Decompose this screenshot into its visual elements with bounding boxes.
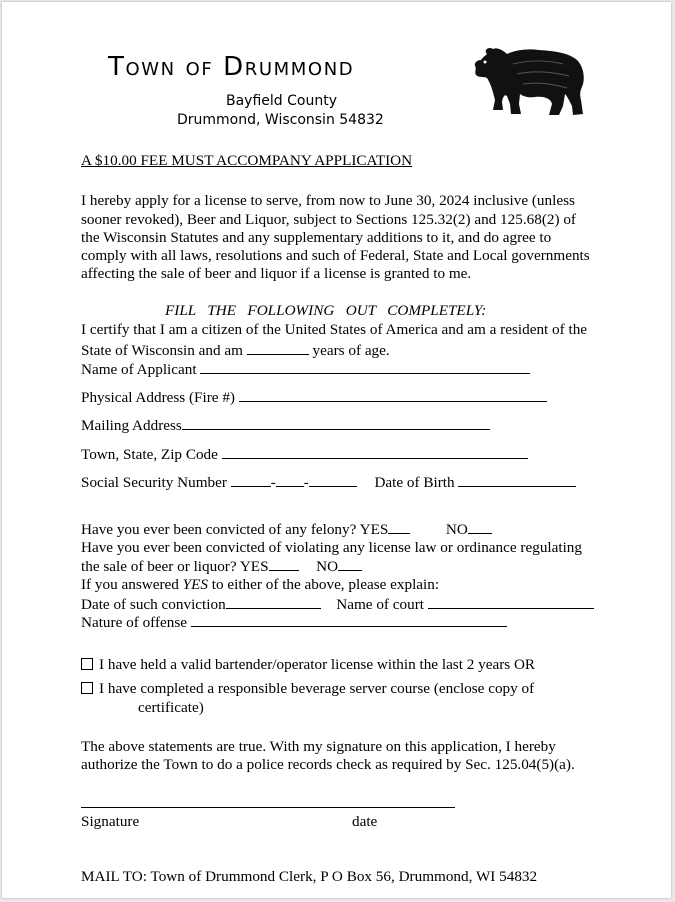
court-label: Name of court — [336, 596, 424, 613]
server-course-checkbox[interactable] — [81, 682, 93, 694]
fill-heading: FILL THE FOLLOWING OUT COMPLETELY: — [165, 302, 487, 319]
application-page — [2, 2, 671, 898]
ssn-dash-1: - — [270, 474, 276, 491]
statement-line-2: authorize the Town to do a police records check as required by Sec. 125.04(5)(a). — [81, 756, 575, 773]
license-question-line-2: the sale of beer or liquor? YES — [81, 558, 269, 575]
nature-field[interactable] — [191, 613, 507, 627]
license-no-label: NO — [316, 558, 339, 575]
mail-to: MAIL TO: Town of Drummond Clerk, P O Box 56, Drummond, WI 54832 — [81, 868, 538, 885]
certify-age-label: State of Wisconsin and am — [81, 342, 243, 359]
license-no-field[interactable] — [338, 557, 362, 571]
license-question-row — [81, 557, 362, 576]
physical-address-label: Physical Address (Fire #) — [81, 389, 235, 406]
license-yes-field[interactable] — [269, 557, 299, 571]
nature-row — [81, 613, 507, 632]
license-question-line-1: Have you ever been convicted of violating any license law or ordinance regulating — [81, 539, 582, 556]
felony-yes-field[interactable] — [388, 520, 410, 534]
intro-line-5: affecting the sale of beer and liquor if a license is granted to me. — [81, 265, 472, 282]
felony-question: Have you ever been convicted of any felony? YES — [81, 521, 389, 538]
mailing-address-row — [81, 416, 490, 435]
server-course-label: I have completed a responsible beverage server course (enclose copy of — [99, 680, 535, 697]
server-course-label-2: certificate) — [138, 699, 204, 716]
conviction-date-label: Date of such conviction — [81, 596, 226, 613]
bartender-checkbox[interactable] — [81, 658, 93, 670]
mailing-address-label: Mailing Address — [81, 417, 182, 434]
felony-no-label: NO — [445, 521, 468, 538]
fee-notice: A $10.00 FEE MUST ACCOMPANY APPLICATION — [81, 152, 413, 169]
explain-text-a: If you answered — [81, 576, 179, 593]
physical-address-row — [81, 388, 547, 407]
explain-text-b: to either of the above, please explain: — [211, 576, 440, 593]
felony-no-field[interactable] — [468, 520, 492, 534]
ssn-field-1[interactable] — [231, 473, 271, 487]
ssn-field-2[interactable] — [276, 473, 304, 487]
explain-row — [81, 576, 439, 594]
explain-yes: YES — [182, 576, 208, 593]
conviction-date-field[interactable] — [226, 595, 321, 609]
dob-field[interactable] — [458, 473, 576, 487]
certify-line-2 — [81, 341, 390, 360]
town-title: Town of Drummond — [108, 52, 355, 82]
ssn-dob-row — [81, 473, 576, 492]
name-label: Name of Applicant — [81, 361, 197, 378]
signature-field[interactable] — [81, 807, 455, 808]
date-label: date — [352, 813, 378, 830]
age-field[interactable] — [247, 341, 309, 355]
county-label: Bayfield County — [226, 93, 337, 109]
name-row — [81, 360, 530, 379]
town-state-zip-label: Town, State, Zip Code — [81, 446, 218, 463]
statement-line-1: The above statements are true. With my signature on this application, I hereby — [81, 738, 556, 755]
mailing-address-field[interactable] — [182, 416, 490, 430]
intro-line-2: sooner revoked), Beer and Liquor, subject to Sections 125.32(2) and 125.68(2) of — [81, 211, 576, 228]
ssn-label: Social Security Number — [81, 474, 227, 491]
intro-line-3: the Wisconsin Statutes and any supplementary additions to it, and do agree to — [81, 229, 552, 246]
bartender-label: I have held a valid bartender/operator license within the last 2 years OR — [99, 656, 536, 673]
felony-row — [81, 520, 492, 539]
certify-line-1: I certify that I am a citizen of the United States of America and am a resident of the — [81, 321, 588, 338]
physical-address-field[interactable] — [239, 388, 547, 402]
town-state-zip-field[interactable] — [222, 445, 528, 459]
signature-label: Signature — [81, 813, 140, 830]
option-server-course[interactable] — [81, 680, 534, 698]
ssn-dash-2: - — [303, 474, 309, 491]
intro-line-1: I hereby apply for a license to serve, from now to June 30, 2024 inclusive (unless — [81, 192, 575, 209]
intro-line-4: comply with all laws, resolutions and such of Federal, State and Local governments — [81, 247, 590, 264]
court-field[interactable] — [428, 595, 594, 609]
city-label: Drummond, Wisconsin 54832 — [177, 112, 384, 128]
name-field[interactable] — [200, 360, 530, 374]
nature-label: Nature of offense — [81, 614, 187, 631]
years-label: years of age. — [312, 342, 390, 359]
option-bartender[interactable] — [81, 656, 535, 674]
dob-label: Date of Birth — [374, 474, 455, 491]
ssn-field-3[interactable] — [309, 473, 357, 487]
bear-logo-icon — [473, 44, 589, 122]
town-state-zip-row — [81, 445, 528, 464]
conviction-date-row — [81, 595, 594, 614]
